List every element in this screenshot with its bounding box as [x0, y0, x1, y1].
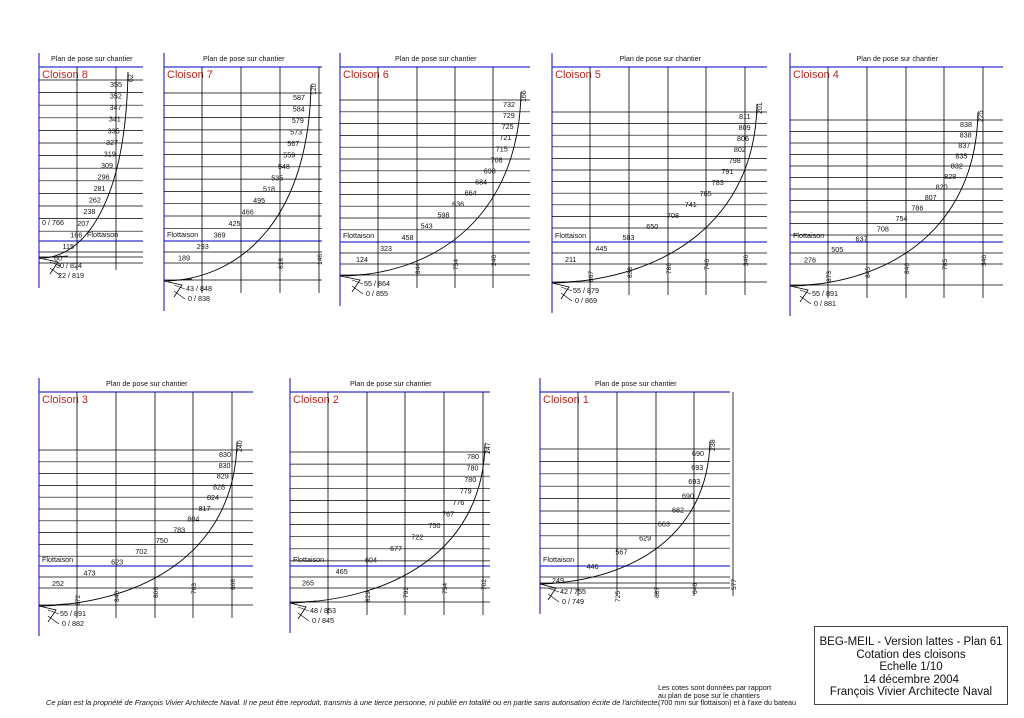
- plan-label: Plan de pose sur chantier: [595, 379, 677, 388]
- half-breadth-dimension: 725: [501, 122, 514, 132]
- half-breadth-dimension: 780: [467, 452, 479, 461]
- height-dimension: 646: [692, 582, 699, 594]
- keel-dimension: 0 / 881: [814, 299, 836, 308]
- top-dimension: 247: [485, 442, 492, 454]
- half-breadth-dimension: 543: [420, 221, 433, 231]
- keel-dimension: 0 / 749: [562, 597, 584, 606]
- half-breadth-dimension: 598: [437, 210, 450, 220]
- half-breadth-dimension: 637: [855, 234, 868, 244]
- top-dimension: 120: [311, 83, 318, 95]
- hull-section-curve: [794, 112, 978, 286]
- half-breadth-dimension: 567: [287, 138, 300, 148]
- half-breadth-dimension: 830: [219, 450, 231, 459]
- waterline-label: Flottaison: [42, 555, 74, 564]
- left-dimension: 0 / 766: [42, 218, 64, 227]
- half-breadth-dimension: 838: [960, 120, 972, 129]
- height-dimension: 846: [904, 262, 911, 274]
- half-breadth-dimension: 708: [490, 155, 503, 165]
- plan-label: Plan de pose sur chantier: [619, 54, 702, 63]
- waterline-label: Flottaison: [293, 555, 325, 564]
- top-dimension: 201: [757, 102, 764, 114]
- half-breadth-dimension: 60: [54, 253, 62, 263]
- half-breadth-dimension: 293: [196, 242, 209, 252]
- half-breadth-dimension: 807: [924, 193, 937, 202]
- copyright-notice: Ce plan est la propriété de François Vivier Architecte Naval. Il ne peut être reproduit, transmis à une tierce personne, ni publié en totalité ou en partie sans autorisation écrite de l'architecte.: [46, 698, 660, 707]
- bulkhead-title: Cloison 6: [343, 69, 389, 81]
- half-breadth-dimension: 722: [411, 532, 424, 542]
- title-line-5: François Vivier Architecte Naval: [829, 686, 993, 698]
- keel-outline: [290, 603, 306, 619]
- half-breadth-dimension: 780: [466, 463, 479, 473]
- keel-dimension: 0 / 882: [62, 619, 84, 628]
- height-dimension: 702: [481, 578, 488, 590]
- top-dimension: 238: [710, 439, 717, 451]
- half-breadth-dimension: 663: [657, 519, 670, 529]
- keel-dimension: 43 / 848: [186, 284, 212, 293]
- bulkhead-panel-3: [340, 53, 530, 306]
- note-line-2: au plan de pose sur le chantiers: [658, 690, 760, 700]
- bulkhead-panel-7: [290, 378, 492, 633]
- half-breadth-dimension: 835: [955, 151, 968, 161]
- half-breadth-dimension: 708: [876, 224, 889, 234]
- title-line-3: Echelle 1/10: [879, 661, 943, 673]
- height-dimension: 146: [317, 253, 324, 265]
- plan-label: Plan de pose sur chantier: [203, 54, 285, 63]
- height-dimension: 818: [278, 257, 285, 269]
- half-breadth-dimension: 355: [110, 80, 122, 89]
- bulkhead-panel-6: [39, 378, 253, 636]
- height-dimension: 763: [191, 582, 198, 594]
- top-dimension: 166: [521, 90, 528, 102]
- half-breadth-dimension: 548: [277, 161, 290, 171]
- half-breadth-dimension: 811: [739, 112, 751, 121]
- height-dimension: 840: [114, 590, 121, 602]
- half-breadth-dimension: 535: [271, 173, 284, 183]
- keel-dimension: 42 / 755: [560, 587, 586, 596]
- bulkhead-title: Cloison 2: [293, 394, 339, 406]
- height-dimension: 754: [442, 582, 449, 594]
- keel-dimension: 55 / 891: [812, 289, 838, 298]
- height-dimension: 577: [731, 578, 738, 590]
- keel-dimension: 0 / 855: [366, 289, 388, 298]
- half-breadth-dimension: 750: [155, 536, 168, 546]
- half-breadth-dimension: 587: [293, 93, 305, 102]
- half-breadth-dimension: 693: [688, 477, 701, 487]
- half-breadth-dimension: 708: [667, 211, 680, 220]
- keel-dimension: 48 / 853: [310, 606, 336, 615]
- half-breadth-dimension: 341: [108, 114, 121, 124]
- waterline-label: Flottaison: [87, 230, 119, 239]
- height-dimension: 346: [981, 254, 988, 266]
- plan-label: Plan de pose sur chantier: [106, 379, 188, 388]
- height-dimension: 346: [743, 254, 750, 266]
- bulkhead-title: Cloison 1: [543, 394, 589, 406]
- half-breadth-dimension: 347: [109, 103, 122, 113]
- hull-section-curve: [346, 92, 521, 276]
- half-breadth-dimension: 252: [52, 579, 64, 589]
- half-breadth-dimension: 458: [401, 232, 414, 242]
- half-breadth-dimension: 798: [728, 156, 741, 165]
- half-breadth-dimension: 207: [77, 218, 90, 228]
- half-breadth-dimension: 238: [83, 207, 96, 217]
- top-dimension: 62: [128, 74, 135, 82]
- keel-dimension: 55 / 864: [364, 279, 390, 288]
- half-breadth-dimension: 820: [935, 182, 948, 192]
- height-dimension: 873: [826, 270, 833, 282]
- half-breadth-dimension: 584: [292, 104, 305, 114]
- hull-section-curve: [168, 85, 311, 281]
- half-breadth-dimension: 559: [283, 150, 296, 160]
- half-breadth-dimension: 838: [959, 130, 972, 140]
- half-breadth-dimension: 824: [207, 493, 220, 503]
- half-breadth-dimension: 323: [379, 243, 392, 253]
- half-breadth-dimension: 698: [483, 166, 496, 176]
- half-breadth-dimension: 693: [691, 463, 704, 473]
- half-breadth-dimension: 473: [83, 568, 96, 578]
- dimension-note: [658, 684, 808, 707]
- half-breadth-dimension: 767: [442, 509, 455, 519]
- half-breadth-dimension: 319: [103, 149, 116, 159]
- half-breadth-dimension: 806: [737, 134, 750, 143]
- half-breadth-dimension: 650: [646, 222, 659, 231]
- half-breadth-dimension: 636: [452, 199, 465, 209]
- height-dimension: 872: [75, 594, 82, 606]
- half-breadth-dimension: 690: [692, 449, 704, 458]
- half-breadth-dimension: 166: [70, 230, 83, 240]
- half-breadth-dimension: 832: [950, 161, 963, 171]
- bulkhead-panel-8: [540, 378, 738, 614]
- keel-dimension: 55 / 891: [60, 609, 86, 618]
- half-breadth-dimension: 327: [105, 137, 118, 147]
- half-breadth-dimension: 281: [93, 184, 106, 194]
- height-dimension: 792: [403, 586, 410, 598]
- bulkhead-title: Cloison 4: [793, 69, 839, 81]
- half-breadth-dimension: 664: [464, 188, 477, 198]
- height-dimension: 829: [365, 590, 372, 602]
- half-breadth-dimension: 446: [586, 561, 599, 571]
- half-breadth-dimension: 776: [452, 498, 465, 507]
- half-breadth-dimension: 677: [390, 544, 403, 553]
- half-breadth-dimension: 754: [895, 213, 908, 223]
- waterline-label: Flottaison: [343, 231, 375, 240]
- height-dimension: 838: [627, 266, 634, 278]
- bulkhead-title: Cloison 7: [167, 69, 213, 81]
- keel-outline: [540, 584, 556, 600]
- waterline-label: Flottaison: [543, 555, 575, 564]
- half-breadth-dimension: 495: [253, 196, 266, 206]
- half-breadth-dimension: 124: [356, 254, 368, 264]
- half-breadth-dimension: 690: [681, 491, 694, 501]
- keel-dimension: 0 / 845: [312, 616, 334, 625]
- half-breadth-dimension: 837: [958, 140, 971, 150]
- half-breadth-dimension: 765: [699, 189, 712, 198]
- half-breadth-dimension: 425: [228, 219, 241, 229]
- height-dimension: 746: [704, 258, 711, 270]
- half-breadth-dimension: 583: [622, 233, 635, 242]
- bulkhead-panel-1: [39, 53, 143, 288]
- half-breadth-dimension: 828: [213, 482, 226, 492]
- half-breadth-dimension: 791: [721, 167, 734, 176]
- half-breadth-dimension: 715: [495, 144, 508, 154]
- half-breadth-dimension: 741: [684, 200, 697, 209]
- keel-dimension: 0 / 838: [188, 294, 210, 303]
- half-breadth-dimension: 189: [178, 253, 190, 263]
- half-breadth-dimension: 573: [290, 127, 303, 137]
- half-breadth-dimension: 783: [173, 525, 186, 535]
- half-breadth-dimension: 579: [291, 115, 304, 125]
- hull-section-curve: [292, 444, 485, 603]
- half-breadth-dimension: 786: [911, 203, 924, 213]
- top-dimension: 225: [978, 110, 985, 122]
- half-breadth-dimension: 809: [738, 123, 751, 132]
- bulkhead-title: Cloison 3: [42, 394, 88, 406]
- half-breadth-dimension: 817: [198, 503, 211, 513]
- half-breadth-dimension: 629: [639, 533, 652, 543]
- half-breadth-dimension: 779: [459, 486, 472, 496]
- title-line-4: 14 décembre 2004: [863, 673, 959, 686]
- height-dimension: 725: [615, 590, 622, 602]
- half-breadth-dimension: 732: [503, 100, 515, 109]
- note-line-1: Les cotes sont données par rapport: [658, 683, 772, 692]
- half-breadth-dimension: 783: [711, 178, 724, 187]
- half-breadth-dimension: 505: [831, 245, 844, 255]
- half-breadth-dimension: 721: [499, 133, 512, 143]
- half-breadth-dimension: 567: [615, 547, 628, 557]
- half-breadth-dimension: 211: [565, 255, 577, 264]
- half-breadth-dimension: 828: [944, 172, 957, 182]
- half-breadth-dimension: 335: [107, 126, 120, 136]
- half-breadth-dimension: 445: [595, 244, 608, 253]
- height-dimension: 806: [153, 586, 160, 598]
- plan-label: Plan de pose sur chantier: [51, 54, 133, 63]
- title-line-1: BEG-MEIL - Version lattes - Plan 61: [819, 636, 1003, 648]
- height-dimension: 845: [865, 266, 872, 278]
- half-breadth-dimension: 369: [213, 230, 226, 240]
- half-breadth-dimension: 702: [135, 546, 148, 556]
- bulkhead-title: Cloison 8: [42, 69, 88, 81]
- half-breadth-dimension: 802: [733, 145, 746, 154]
- plan-label: Plan de pose sur chantier: [856, 54, 939, 63]
- bulkhead-panel-4: [552, 53, 767, 313]
- top-dimension: 240: [237, 440, 244, 452]
- half-breadth-dimension: 466: [241, 207, 254, 217]
- hull-section-curve: [42, 442, 237, 606]
- waterline-label: Flottaison: [555, 231, 587, 240]
- plan-label: Plan de pose sur chantier: [395, 54, 477, 63]
- height-dimension: 687: [654, 586, 661, 598]
- title-line-2: Cotation des cloisons: [856, 648, 966, 661]
- height-dimension: 844: [415, 262, 422, 274]
- height-dimension: 668: [230, 578, 237, 590]
- half-breadth-dimension: 623: [111, 557, 124, 567]
- half-breadth-dimension: 684: [475, 177, 488, 187]
- bulkhead-title: Cloison 5: [555, 69, 601, 81]
- half-breadth-dimension: 115: [62, 241, 75, 251]
- half-breadth-dimension: 780: [464, 475, 477, 484]
- half-breadth-dimension: 829: [216, 471, 229, 481]
- half-breadth-dimension: 465: [335, 567, 348, 576]
- bulkhead-panel-2: [164, 53, 324, 311]
- plan-label: Plan de pose sur chantier: [350, 379, 432, 388]
- half-breadth-dimension: 262: [88, 195, 101, 205]
- note-line-3: (700 mm sur flottaison) et à l'axe du bateau: [658, 698, 797, 708]
- keel-dimension: 22 / 819: [58, 271, 84, 280]
- half-breadth-dimension: 682: [672, 505, 685, 515]
- half-breadth-dimension: 518: [262, 184, 275, 194]
- height-dimension: 754: [453, 258, 460, 270]
- half-breadth-dimension: 729: [502, 111, 515, 121]
- half-breadth-dimension: 830: [218, 460, 231, 470]
- height-dimension: 785: [942, 258, 949, 270]
- waterline-label: Flottaison: [167, 230, 199, 239]
- half-breadth-dimension: 296: [97, 172, 110, 182]
- height-dimension: 867: [588, 270, 595, 282]
- keel-dimension: 0 / 869: [575, 296, 597, 305]
- half-breadth-dimension: 309: [101, 160, 114, 170]
- half-breadth-dimension: 604: [365, 555, 378, 565]
- height-dimension: 246: [491, 254, 498, 266]
- half-breadth-dimension: 249: [552, 575, 564, 585]
- half-breadth-dimension: 804: [187, 514, 200, 524]
- half-breadth-dimension: 265: [302, 578, 314, 588]
- half-breadth-dimension: 750: [428, 521, 441, 530]
- bulkhead-panel-5: [790, 53, 1003, 316]
- waterline-label: Flottaison: [793, 231, 825, 240]
- title-block: [814, 626, 1008, 705]
- half-breadth-dimension: 276: [804, 255, 816, 265]
- keel-dimension: 30 / 824: [56, 261, 82, 270]
- half-breadth-dimension: 352: [109, 91, 122, 101]
- height-dimension: 786: [666, 262, 673, 274]
- keel-dimension: 55 / 879: [573, 286, 599, 295]
